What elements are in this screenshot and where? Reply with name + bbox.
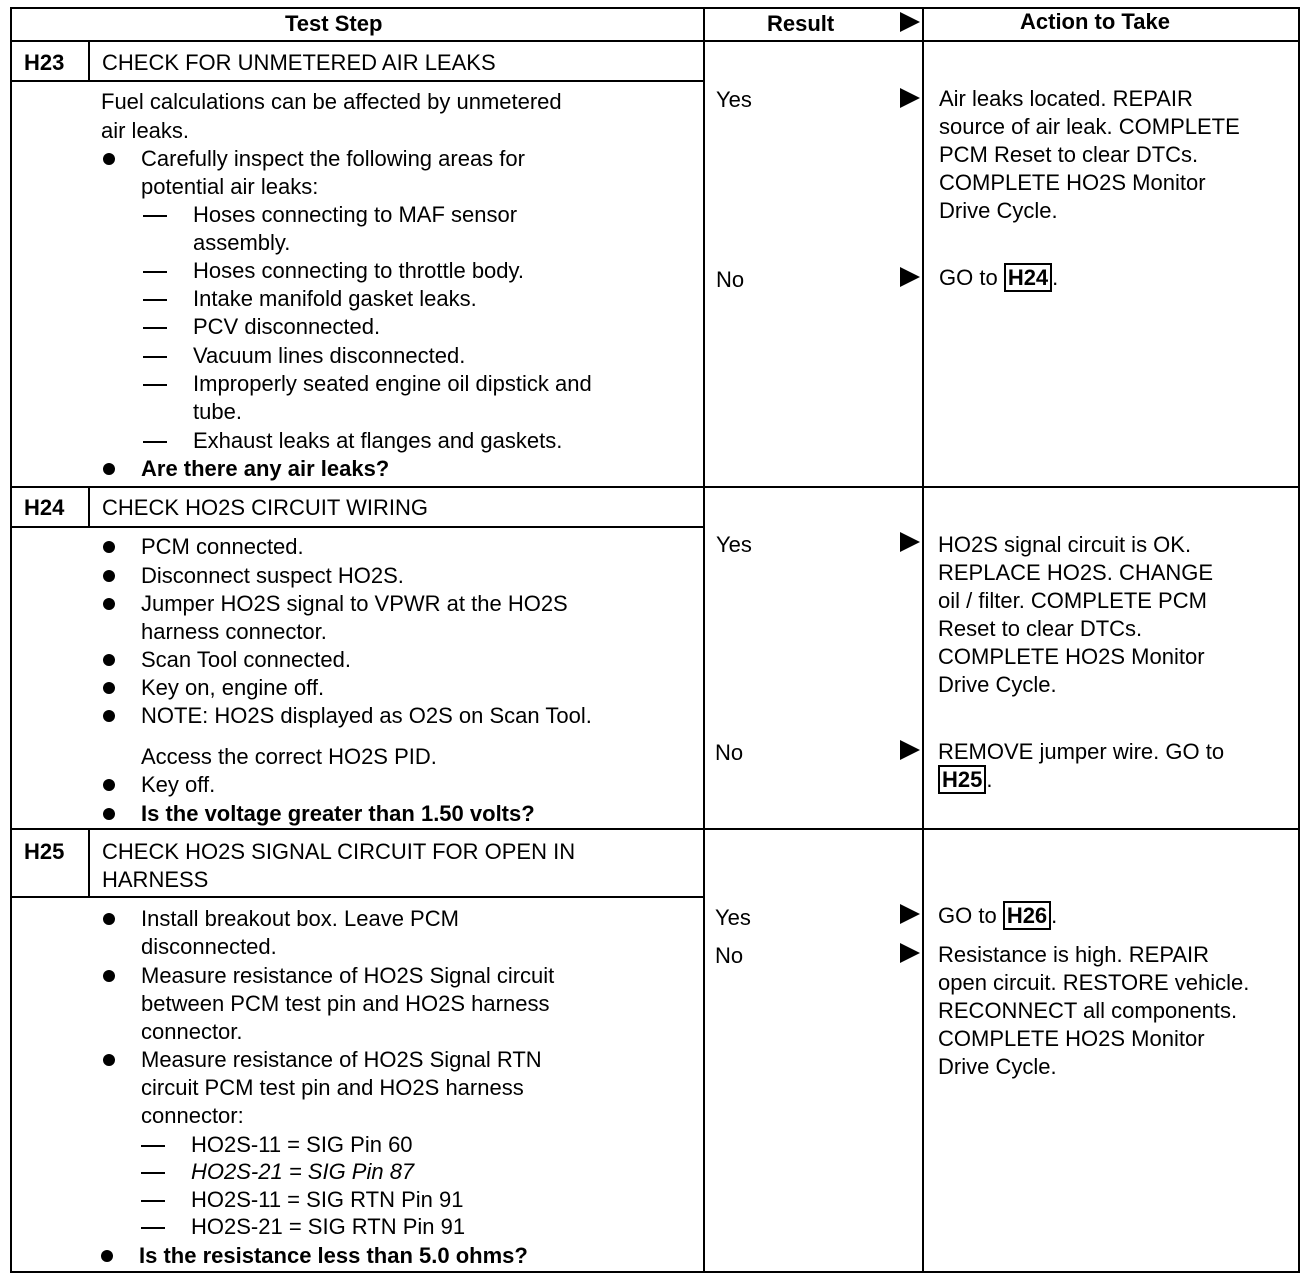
bullet-icon: [103, 570, 115, 582]
dash-icon: [143, 356, 167, 358]
h24-bullet-1: PCM connected.: [141, 534, 304, 559]
h25-id-divider: [88, 830, 90, 898]
bullet-icon: [103, 654, 115, 666]
h24-yes-action-3: oil / filter. COMPLETE PCM: [938, 588, 1207, 613]
h23-title: CHECK FOR UNMETERED AIR LEAKS: [102, 50, 496, 75]
header-result: Result: [767, 11, 835, 36]
dash-icon: [143, 384, 167, 386]
h23-dash-2: Hoses connecting to throttle body.: [193, 258, 525, 283]
h25-bullet-3c: connector:: [141, 1103, 244, 1128]
h25-title-1: CHECK HO2S SIGNAL CIRCUIT FOR OPEN IN: [102, 839, 576, 864]
h25-no-action-1: Resistance is high. REPAIR: [938, 942, 1210, 967]
h23-yes-action-5: Drive Cycle.: [939, 198, 1058, 223]
h24-bullet-7: Key off.: [141, 772, 216, 797]
h23-yes-action-3: PCM Reset to clear DTCs.: [939, 142, 1199, 167]
h23-dash-4: PCV disconnected.: [193, 314, 381, 339]
h24-no-action-2: [938, 766, 992, 794]
bullet-icon: [103, 463, 115, 475]
h24-yes-action-1: HO2S signal circuit is OK.: [938, 532, 1192, 557]
h25-title-2: HARNESS: [102, 867, 209, 892]
h25-dash-4: HO2S-21 = SIG RTN Pin 91: [191, 1214, 466, 1239]
h24-bullet-5: Key on, engine off.: [141, 675, 325, 700]
h24-question: Is the voltage greater than 1.50 volts?: [141, 801, 535, 826]
h24-no-action-1: REMOVE jumper wire. GO to: [938, 739, 1225, 764]
bullet-icon: [103, 808, 115, 820]
h24-bullet-6b: Access the correct HO2S PID.: [141, 744, 437, 769]
arrow-right-icon: [900, 904, 920, 924]
bullet-icon: [103, 541, 115, 553]
header-test-step: Test Step: [285, 11, 383, 36]
h24-title-underline: [10, 526, 703, 528]
h23-intro-line1: Fuel calculations can be affected by unmetered: [101, 89, 562, 114]
h25-question: Is the resistance less than 5.0 ohms?: [139, 1243, 528, 1268]
h25-bullet-1b: disconnected.: [141, 934, 277, 959]
h23-result-yes: Yes: [716, 87, 752, 112]
h24-yes-action-2: REPLACE HO2S. CHANGE: [938, 560, 1214, 585]
h23-question: Are there any air leaks?: [141, 456, 390, 481]
dash-icon: [141, 1145, 165, 1147]
h24-step-id: H24: [24, 495, 65, 520]
row-divider-2: [10, 828, 1300, 830]
header-divider: [10, 40, 1300, 42]
dash-icon: [143, 327, 167, 329]
h24-yes-action-5: COMPLETE HO2S Monitor: [938, 644, 1205, 669]
h25-reference-link[interactable]: H25: [938, 765, 986, 794]
bullet-icon: [103, 682, 115, 694]
dash-icon: [143, 441, 167, 443]
bullet-icon: [103, 710, 115, 722]
dash-icon: [143, 299, 167, 301]
arrow-right-icon: [900, 532, 920, 552]
h25-yes-action-suffix: .: [1051, 903, 1058, 928]
h24-yes-action-6: Drive Cycle.: [938, 672, 1057, 697]
h25-no-action-3: RECONNECT all components.: [938, 998, 1238, 1023]
h23-no-action-prefix: GO to: [939, 265, 998, 290]
h24-yes-action-4: Reset to clear DTCs.: [938, 616, 1143, 641]
h23-yes-action-1: Air leaks located. REPAIR: [939, 86, 1193, 111]
h23-intro-line2: air leaks.: [101, 118, 190, 143]
h23-dash-6b: tube.: [193, 399, 242, 424]
h23-dash-6a: Improperly seated engine oil dipstick and: [193, 371, 592, 396]
col-divider-1: [703, 7, 705, 1273]
h25-result-yes: Yes: [715, 905, 751, 930]
bullet-icon: [103, 970, 115, 982]
h23-no-action: [939, 264, 1058, 292]
h24-bullet-6: NOTE: HO2S displayed as O2S on Scan Tool.: [141, 703, 592, 728]
h25-no-action-4: COMPLETE HO2S Monitor: [938, 1026, 1205, 1051]
h23-dash-5: Vacuum lines disconnected.: [193, 343, 466, 368]
arrow-right-icon: [900, 88, 920, 108]
h23-title-underline: [10, 80, 703, 82]
h23-dash-1b: assembly.: [193, 230, 291, 255]
h25-bullet-2b: between PCM test pin and HO2S harness: [141, 991, 550, 1016]
h23-result-no: No: [716, 267, 745, 292]
h24-bullet-4: Scan Tool connected.: [141, 647, 351, 672]
h25-bullet-2c: connector.: [141, 1019, 243, 1044]
h24-no-action-suffix: .: [986, 767, 993, 792]
h25-dash-1: HO2S-11 = SIG Pin 60: [191, 1132, 413, 1157]
header-action: Action to Take: [1020, 9, 1170, 34]
h24-title: CHECK HO2S CIRCUIT WIRING: [102, 495, 428, 520]
h24-bullet-3a: Jumper HO2S signal to VPWR at the HO2S: [141, 591, 568, 616]
h25-result-no: No: [715, 943, 744, 968]
bullet-icon: [103, 779, 115, 791]
bullet-icon: [101, 1250, 113, 1262]
h25-yes-action: [938, 902, 1057, 930]
bullet-icon: [103, 153, 115, 165]
h23-bullet-1b: potential air leaks:: [141, 174, 319, 199]
h23-dash-7: Exhaust leaks at flanges and gaskets.: [193, 428, 563, 453]
h24-result-no: No: [715, 740, 744, 765]
h23-yes-action-2: source of air leak. COMPLETE: [939, 114, 1240, 139]
header-arrow-icon: [900, 12, 920, 32]
dash-icon: [141, 1227, 165, 1229]
dash-icon: [143, 271, 167, 273]
h25-bullet-2a: Measure resistance of HO2S Signal circuit: [141, 963, 555, 988]
dash-icon: [141, 1200, 165, 1202]
h25-dash-2: HO2S-21 = SIG Pin 87: [191, 1159, 415, 1184]
h24-id-divider: [88, 488, 90, 528]
row-divider-1: [10, 486, 1300, 488]
h24-bullet-3b: harness connector.: [141, 619, 327, 644]
dash-icon: [143, 215, 167, 217]
h25-dash-3: HO2S-11 = SIG RTN Pin 91: [191, 1187, 464, 1212]
h23-dash-3: Intake manifold gasket leaks.: [193, 286, 477, 311]
h25-bullet-1a: Install breakout box. Leave PCM: [141, 906, 459, 931]
arrow-right-icon: [900, 740, 920, 760]
h25-step-id: H25: [24, 839, 65, 864]
h24-reference-link[interactable]: H24: [1004, 263, 1052, 292]
h25-title-underline: [10, 896, 703, 898]
bullet-icon: [103, 598, 115, 610]
h23-dash-1a: Hoses connecting to MAF sensor: [193, 202, 518, 227]
bullet-icon: [103, 913, 115, 925]
h23-step-id: H23: [24, 50, 65, 75]
arrow-right-icon: [900, 943, 920, 963]
h23-no-action-suffix: .: [1052, 265, 1059, 290]
h25-yes-action-prefix: GO to: [938, 903, 997, 928]
h24-result-yes: Yes: [716, 532, 752, 557]
h24-bullet-2: Disconnect suspect HO2S.: [141, 563, 404, 588]
col-divider-2: [922, 7, 924, 1273]
h25-no-action-2: open circuit. RESTORE vehicle.: [938, 970, 1250, 995]
arrow-right-icon: [900, 267, 920, 287]
h23-id-divider: [88, 42, 90, 82]
h23-yes-action-4: COMPLETE HO2S Monitor: [939, 170, 1206, 195]
bullet-icon: [103, 1054, 115, 1066]
h26-reference-link[interactable]: H26: [1003, 901, 1051, 930]
h25-bullet-3b: circuit PCM test pin and HO2S harness: [141, 1075, 524, 1100]
h23-bullet-1a: Carefully inspect the following areas for: [141, 146, 525, 171]
h25-no-action-5: Drive Cycle.: [938, 1054, 1057, 1079]
h25-bullet-3a: Measure resistance of HO2S Signal RTN: [141, 1047, 542, 1072]
dash-icon: [141, 1172, 165, 1174]
